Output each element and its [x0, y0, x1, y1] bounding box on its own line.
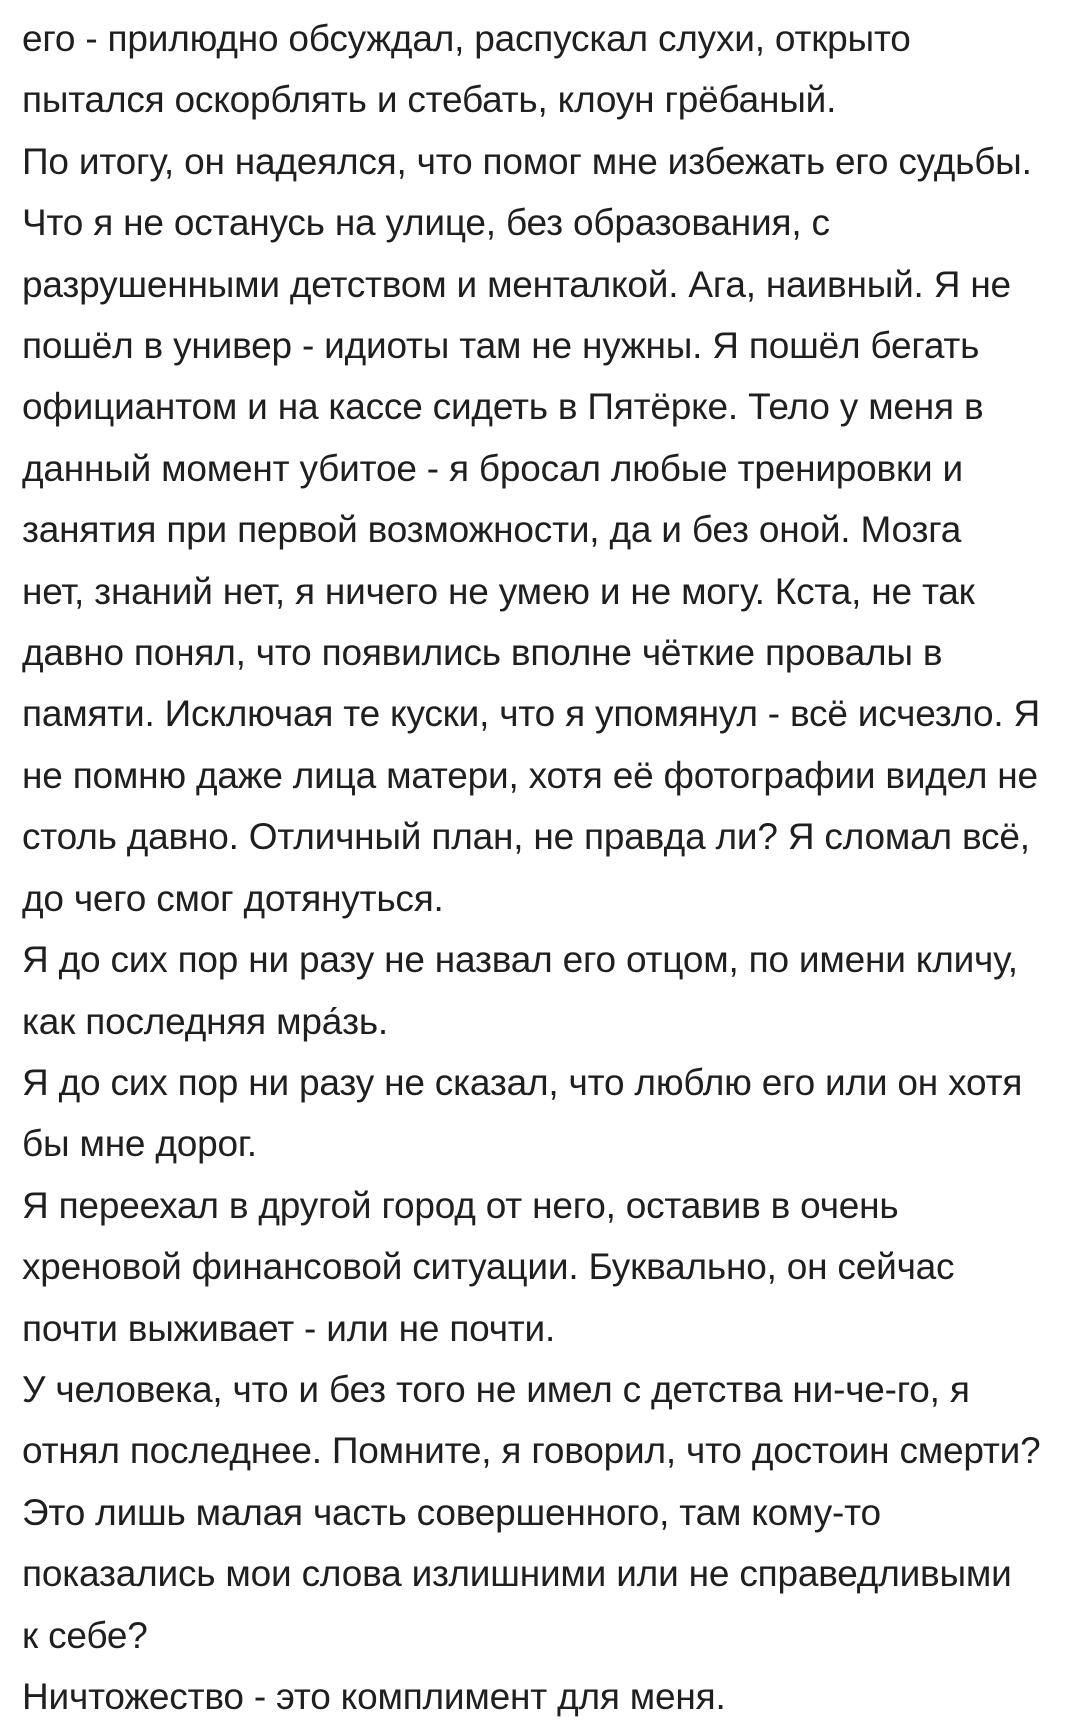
text-line: данный момент убитое - я бросал любые тренировки и — [22, 447, 964, 489]
text-line: до чего смог дотянуться. — [22, 877, 444, 919]
text-line: Ничтожество - это комплимент для меня. — [22, 1675, 726, 1717]
text-line: Я до сих пор ни разу не назвал его отцом, по имени кличу, — [22, 939, 1018, 981]
text-line: Что я не останусь на улице, без образования, с — [22, 202, 830, 244]
text-line: давно понял, что появились вполне чёткие провалы в — [22, 632, 943, 674]
text-line: отнял последнее. Помните, я говорил, что достоин смерти? — [22, 1430, 1041, 1472]
text-line: нет, знаний нет, я ничего не умею и не могу. Кста, не так — [22, 570, 975, 612]
text-line: пошёл в универ - идиоты там не нужны. Я пошёл бегать — [22, 325, 980, 367]
text-line: столь давно. Отличный план, не правда ли? Я сломал всё, — [22, 816, 1030, 858]
text-line: бы мне дорог. — [22, 1123, 257, 1165]
text-line: официантом и на кассе сидеть в Пятёрке. Тело у меня в — [22, 386, 984, 428]
text-line: почти выживает - или не почти. — [22, 1307, 556, 1349]
text-line: памяти. Исключая те куски, что я упомянул - всё исчезло. Я — [22, 693, 1041, 735]
text-line: показались мои слова излишними или не справедливыми — [22, 1553, 1012, 1595]
text-line: пытался оскорблять и стебать, клоун грёбаный. — [22, 79, 837, 121]
text-line: Это лишь малая часть совершенного, там кому-то — [22, 1491, 881, 1533]
text-line: Я переехал в другой город от него, оставив в очень — [22, 1184, 899, 1226]
text-line: его - прилюдно обсуждал, распускал слухи, открыто — [22, 18, 911, 59]
text-line: разрушенными детством и менталкой. Ага, наивный. Я не — [22, 263, 1011, 305]
text-line: По итогу, он надеялся, что помог мне избежать его судьбы. — [22, 140, 1032, 182]
text-line: Я до сих пор ни разу не сказал, что люблю его или он хотя — [22, 1061, 1023, 1103]
text-line: У человека, что и без того не имел с детства ни-че-го, я — [22, 1368, 970, 1410]
text-line: как последняя мра́зь. — [22, 1000, 389, 1042]
text-line: хреновой финансовой ситуации. Буквально, он сейчас — [22, 1246, 955, 1288]
text-line: к себе? — [22, 1614, 148, 1656]
text-line: занятия при первой возможности, да и без оной. Мозга — [22, 509, 962, 551]
text-line: не помню даже лица матери, хотя её фотографии видел не — [22, 754, 1038, 796]
post-text-body — [22, 8, 1062, 1727]
